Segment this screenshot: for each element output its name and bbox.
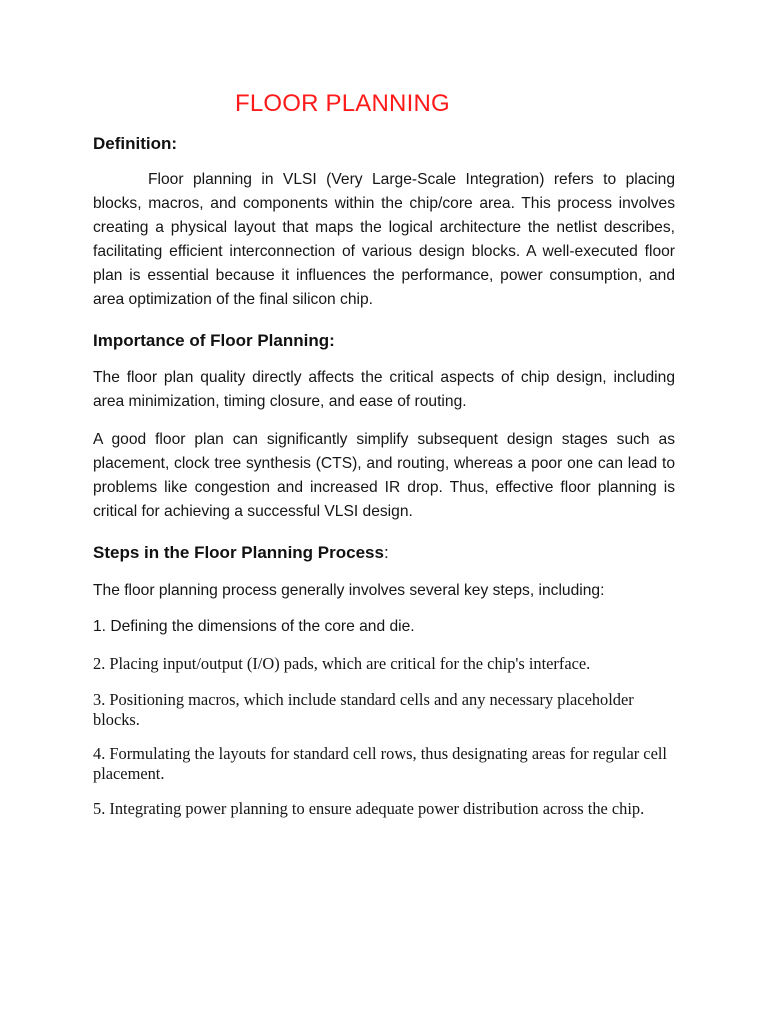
importance-heading: Importance of Floor Planning:: [93, 331, 335, 350]
steps-heading-text: Steps in the Floor Planning Process: [93, 543, 384, 562]
definition-heading: Definition:: [93, 134, 178, 153]
page-title: FLOOR PLANNING: [235, 90, 450, 117]
step-item-1: 1. Defining the dimensions of the core and die.: [93, 618, 415, 635]
document-body: [93, 88, 675, 819]
steps-intro: The floor planning process generally involves several key steps, including:: [93, 582, 605, 599]
step-item-4: 4. Formulating the layouts for standard cell rows, thus designating areas for regular cell placement.: [93, 744, 667, 783]
step-item-2: 2. Placing input/output (I/O) pads, which are critical for the chip's interface.: [93, 654, 591, 673]
importance-paragraph-2: A good floor plan can significantly simplify subsequent design stages such as placement, clock tree synthesis (CTS), and routing, whereas a poor one can lead to problems like congestion and increased IR drop. Thus, effective floor planning is critical for achieving a successful VLSI design.: [93, 431, 675, 520]
importance-paragraph-1: The floor plan quality directly affects the critical aspects of chip design, including area minimization, timing closure, and ease of routing.: [93, 369, 675, 410]
step-item-3: 3. Positioning macros, which include standard cells and any necessary placeholder blocks.: [93, 690, 634, 729]
steps-heading-colon: :: [383, 543, 389, 562]
step-item-5: 5. Integrating power planning to ensure adequate power distribution across the chip.: [93, 799, 645, 818]
steps-heading: [93, 541, 675, 565]
definition-paragraph: Floor planning in VLSI (Very Large-Scale Integration) refers to placing blocks, macros, and components within the chip/core area. This process involves creating a physical layout that maps the logical architecture the netlist describes, facilitating efficient interconnection of various design blocks. A well-executed floor plan is essential because it influences the performance, power consumption, and area optimization of the final silicon chip.: [93, 171, 675, 308]
